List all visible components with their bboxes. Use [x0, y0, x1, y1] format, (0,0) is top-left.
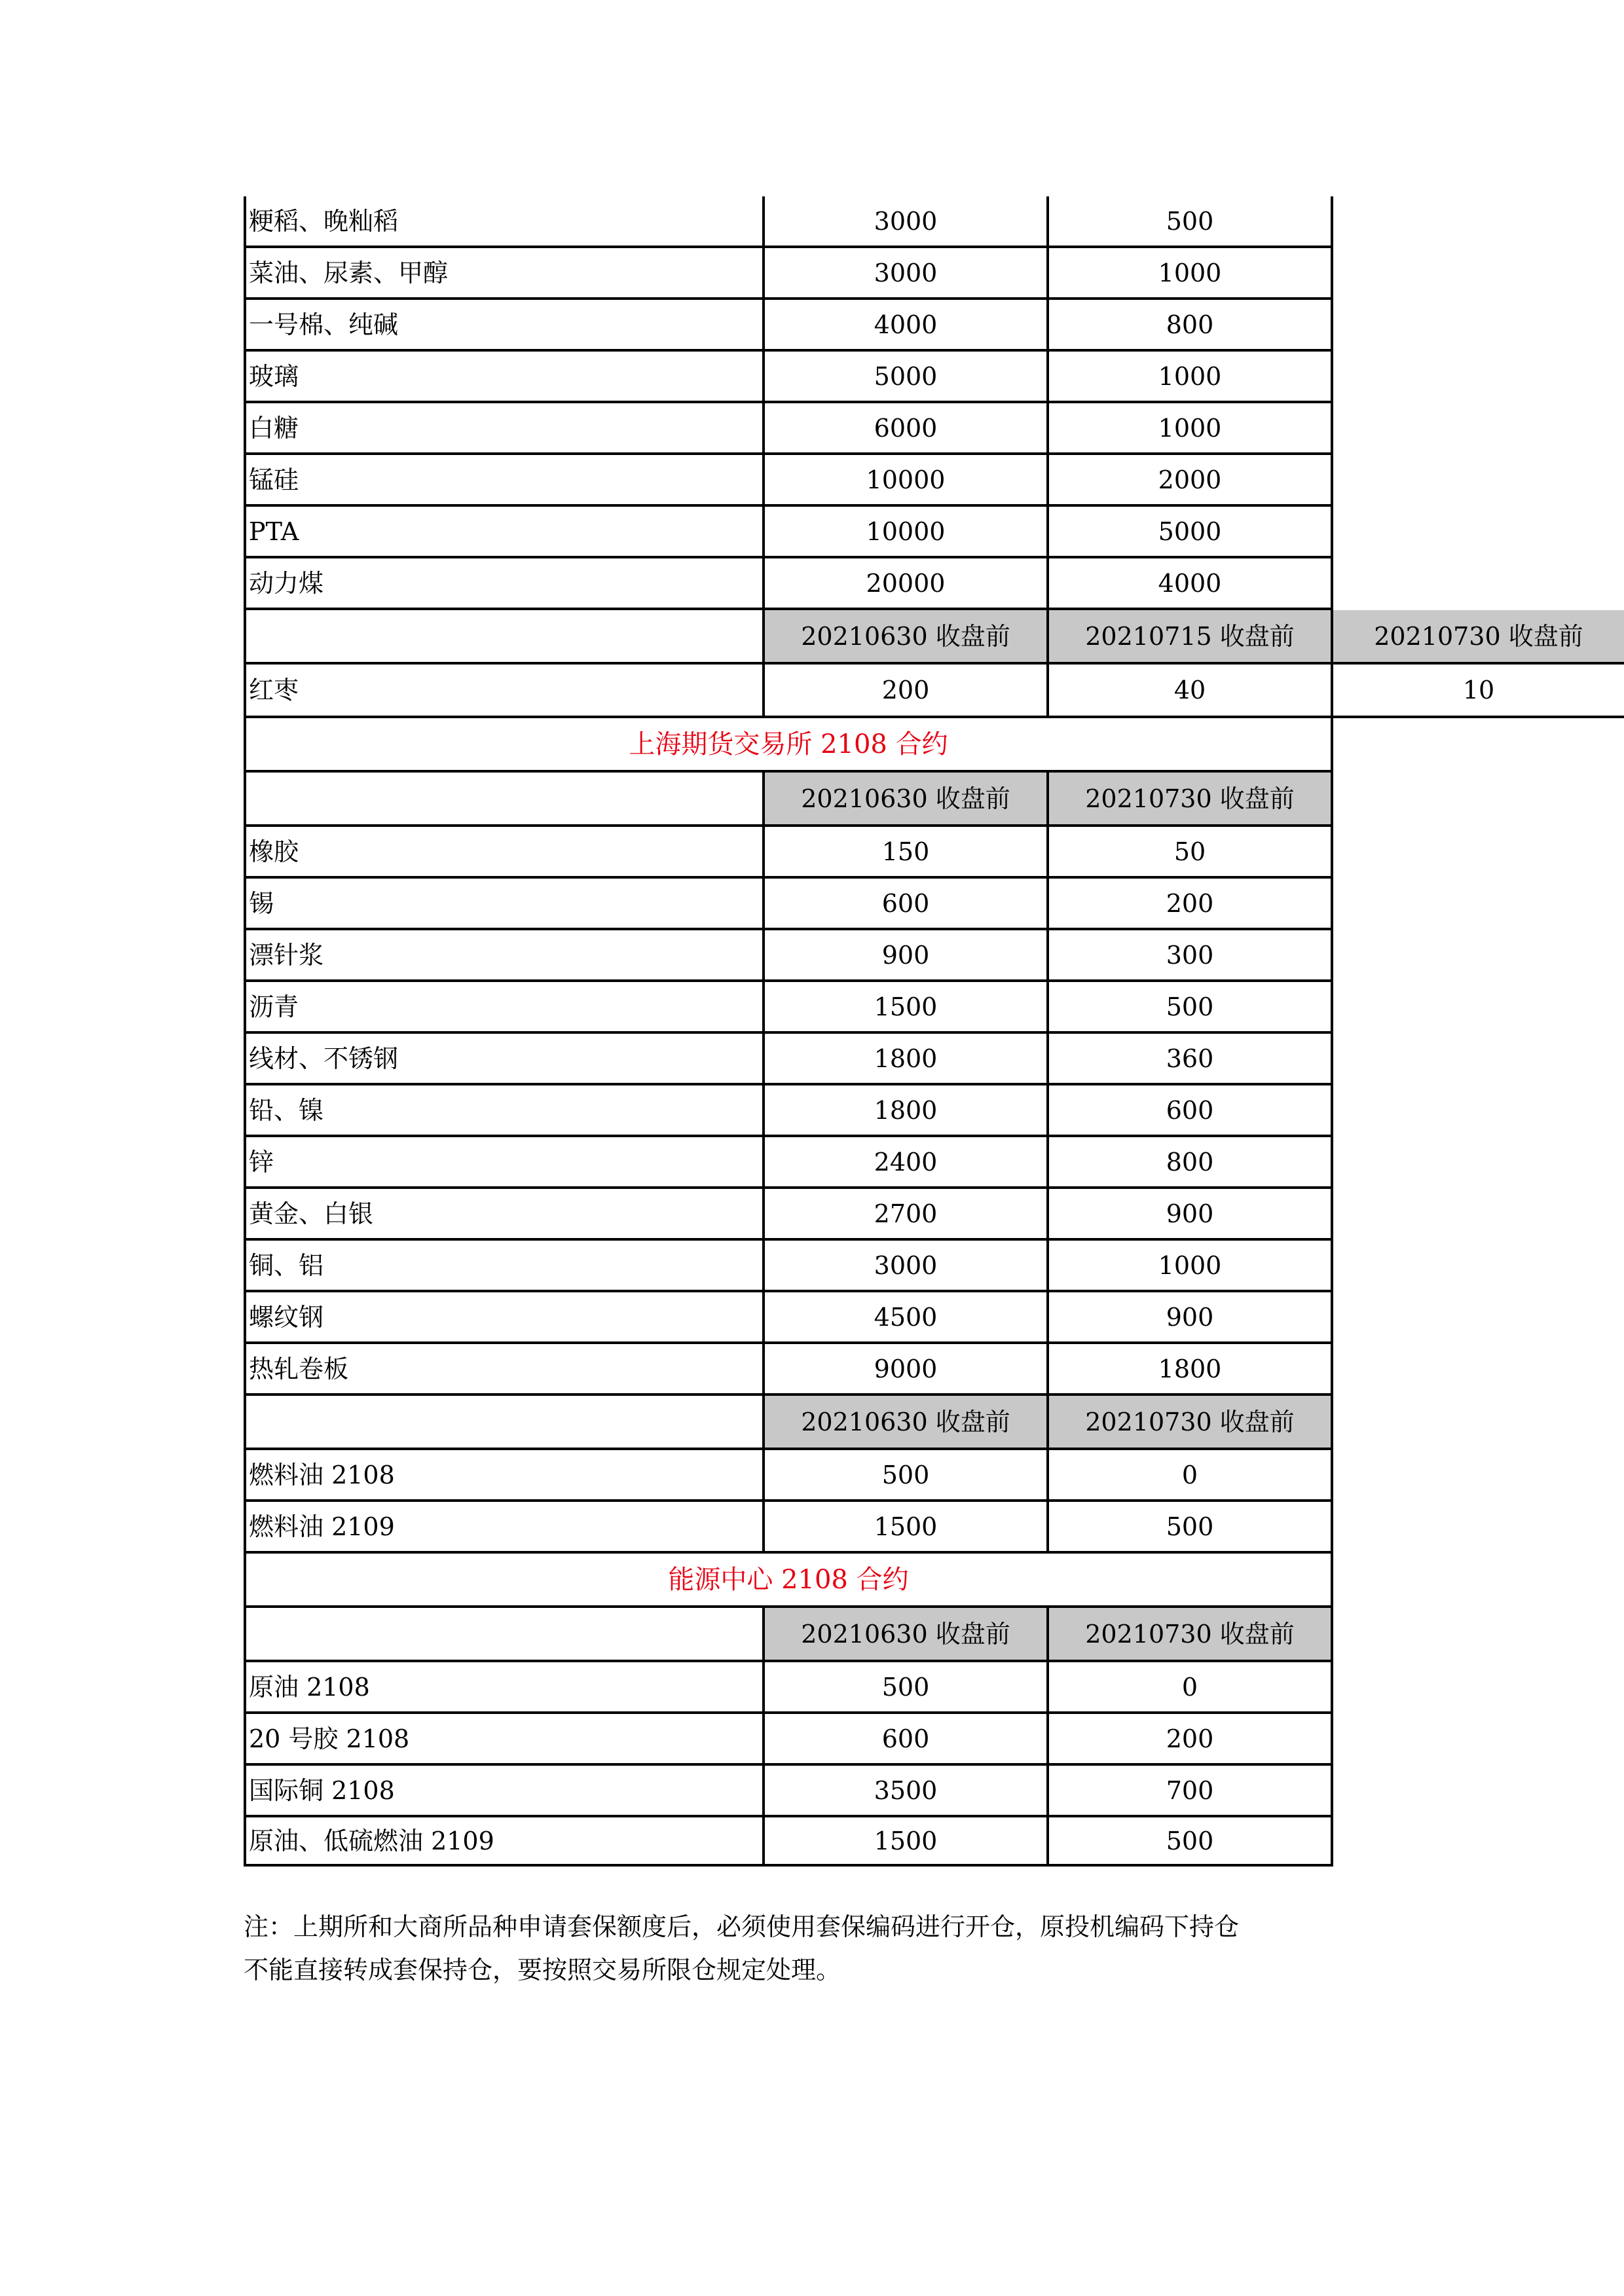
date-header-cell-1: 20210630 收盘前	[765, 610, 1049, 665]
item-name-cell: PTA	[244, 507, 765, 558]
value-cell-2: 1000	[1049, 403, 1333, 455]
value-cell-1: 6000	[765, 403, 1049, 455]
item-name-cell: 铜、铝	[244, 1241, 765, 1292]
table-row	[0, 455, 1624, 507]
value-cell-2: 600	[1049, 1085, 1333, 1137]
item-name-cell: 锌	[244, 1137, 765, 1189]
value-cell-1: 3000	[765, 196, 1049, 248]
table-row	[0, 300, 1624, 352]
item-name-cell: 白糖	[244, 403, 765, 455]
table-row	[0, 665, 1624, 718]
table-row	[0, 1034, 1624, 1085]
item-name-cell: 原油 2108	[244, 1662, 765, 1714]
item-name-cell: 铅、镍	[244, 1085, 765, 1137]
value-cell-2: 1000	[1049, 248, 1333, 300]
value-cell-2: 300	[1049, 930, 1333, 982]
value-cell-1: 1500	[765, 1502, 1049, 1554]
item-name-cell: 菜油、尿素、甲醇	[244, 248, 765, 300]
header-row	[0, 610, 1624, 665]
value-cell-2: 200	[1049, 879, 1333, 930]
value-cell-1: 1800	[765, 1034, 1049, 1085]
table-row	[0, 1662, 1624, 1714]
date-header-cell-2: 20210730 收盘前	[1049, 773, 1333, 827]
table-row	[0, 1292, 1624, 1344]
date-header-cell-3: 20210730 收盘前	[1333, 610, 1624, 665]
table-row	[0, 1450, 1624, 1502]
value-cell-2: 500	[1049, 1817, 1333, 1867]
item-name-cell: 动力煤	[244, 558, 765, 610]
value-cell-1: 600	[765, 1714, 1049, 1766]
value-cell-1: 2700	[765, 1189, 1049, 1241]
shfe-section-title: 上海期货交易所 2108 合约	[244, 718, 1333, 773]
value-cell-1: 200	[765, 665, 1049, 718]
value-cell-1: 1800	[765, 1085, 1049, 1137]
item-name-cell: 漂针浆	[244, 930, 765, 982]
item-name-cell: 黄金、白银	[244, 1189, 765, 1241]
value-cell-2: 900	[1049, 1292, 1333, 1344]
date-header-cell-1: 20210630 收盘前	[765, 1396, 1049, 1450]
date-header-cell-1: 20210630 收盘前	[765, 1608, 1049, 1662]
item-name-cell: 螺纹钢	[244, 1292, 765, 1344]
value-cell-2: 0	[1049, 1450, 1333, 1502]
item-name-cell: 锰硅	[244, 455, 765, 507]
value-cell-2: 700	[1049, 1766, 1333, 1817]
table-row	[0, 352, 1624, 403]
value-cell-2: 800	[1049, 300, 1333, 352]
date-header-cell-2: 20210715 收盘前	[1049, 610, 1333, 665]
item-name-cell: 一号棉、纯碱	[244, 300, 765, 352]
table-row	[0, 196, 1624, 248]
value-cell-1: 2400	[765, 1137, 1049, 1189]
value-cell-2: 1000	[1049, 352, 1333, 403]
value-cell-1: 1500	[765, 982, 1049, 1034]
header-row	[0, 1608, 1624, 1662]
item-name-cell: 20 号胶 2108	[244, 1714, 765, 1766]
value-cell-1: 1500	[765, 1817, 1049, 1867]
value-cell-3: 10	[1333, 665, 1624, 718]
value-cell-1: 3000	[765, 1241, 1049, 1292]
header-row	[0, 773, 1624, 827]
blank-header-cell	[244, 610, 765, 665]
footnote	[244, 1905, 1344, 1992]
item-name-cell: 粳稻、晚籼稻	[244, 196, 765, 248]
value-cell-1: 9000	[765, 1344, 1049, 1396]
value-cell-1: 500	[765, 1450, 1049, 1502]
value-cell-2: 1800	[1049, 1344, 1333, 1396]
date-header-cell-2: 20210730 收盘前	[1049, 1396, 1333, 1450]
section-title-row	[0, 1554, 1624, 1608]
value-cell-2: 500	[1049, 982, 1333, 1034]
section-title-row	[0, 718, 1624, 773]
item-name-cell: 热轧卷板	[244, 1344, 765, 1396]
item-name-cell: 橡胶	[244, 827, 765, 879]
table-row	[0, 1085, 1624, 1137]
value-cell-2: 1000	[1049, 1241, 1333, 1292]
date-header-cell-1: 20210630 收盘前	[765, 773, 1049, 827]
value-cell-1: 500	[765, 1662, 1049, 1714]
ine-section-title: 能源中心 2108 合约	[244, 1554, 1333, 1608]
value-cell-1: 10000	[765, 455, 1049, 507]
value-cell-1: 3500	[765, 1766, 1049, 1817]
value-cell-1: 20000	[765, 558, 1049, 610]
table-row	[0, 879, 1624, 930]
table-row	[0, 1189, 1624, 1241]
table-row	[0, 558, 1624, 610]
blank-header-cell	[244, 1396, 765, 1450]
value-cell-2: 200	[1049, 1714, 1333, 1766]
value-cell-1: 5000	[765, 352, 1049, 403]
item-name-cell: 玻璃	[244, 352, 765, 403]
item-name-cell: 原油、低硫燃油 2109	[244, 1817, 765, 1867]
date-header-cell-2: 20210730 收盘前	[1049, 1608, 1333, 1662]
table-row	[0, 1241, 1624, 1292]
value-cell-1: 4500	[765, 1292, 1049, 1344]
value-cell-1: 600	[765, 879, 1049, 930]
table-row	[0, 403, 1624, 455]
value-cell-2: 4000	[1049, 558, 1333, 610]
value-cell-2: 40	[1049, 665, 1333, 718]
blank-header-cell	[244, 773, 765, 827]
table-row	[0, 1344, 1624, 1396]
table-row	[0, 1817, 1624, 1867]
table-row	[0, 930, 1624, 982]
value-cell-1: 900	[765, 930, 1049, 982]
value-cell-2: 900	[1049, 1189, 1333, 1241]
table-row	[0, 507, 1624, 558]
table-row	[0, 1502, 1624, 1554]
table-row	[0, 827, 1624, 879]
value-cell-2: 360	[1049, 1034, 1333, 1085]
item-name-cell: 燃料油 2108	[244, 1450, 765, 1502]
footnote-line-1: 注：上期所和大商所品种申请套保额度后，必须使用套保编码进行开仓，原投机编码下持仓	[244, 1912, 1240, 1941]
item-name-cell: 锡	[244, 879, 765, 930]
table-row	[0, 1766, 1624, 1817]
value-cell-1: 4000	[765, 300, 1049, 352]
footnote-line-2: 不能直接转成套保持仓，要按照交易所限仓规定处理。	[244, 1956, 841, 1984]
value-cell-2: 800	[1049, 1137, 1333, 1189]
value-cell-1: 150	[765, 827, 1049, 879]
table-row	[0, 248, 1624, 300]
table-row	[0, 982, 1624, 1034]
blank-header-cell	[244, 1608, 765, 1662]
value-cell-2: 5000	[1049, 507, 1333, 558]
table-row	[0, 1714, 1624, 1766]
item-name-cell: 燃料油 2109	[244, 1502, 765, 1554]
item-name-cell: 沥青	[244, 982, 765, 1034]
value-cell-1: 3000	[765, 248, 1049, 300]
value-cell-2: 2000	[1049, 455, 1333, 507]
value-cell-2: 500	[1049, 1502, 1333, 1554]
item-name-cell: 红枣	[244, 665, 765, 718]
value-cell-2: 500	[1049, 196, 1333, 248]
value-cell-1: 10000	[765, 507, 1049, 558]
value-cell-2: 50	[1049, 827, 1333, 879]
value-cell-2: 0	[1049, 1662, 1333, 1714]
table-row	[0, 1137, 1624, 1189]
item-name-cell: 线材、不锈钢	[244, 1034, 765, 1085]
item-name-cell: 国际铜 2108	[244, 1766, 765, 1817]
header-row	[0, 1396, 1624, 1450]
